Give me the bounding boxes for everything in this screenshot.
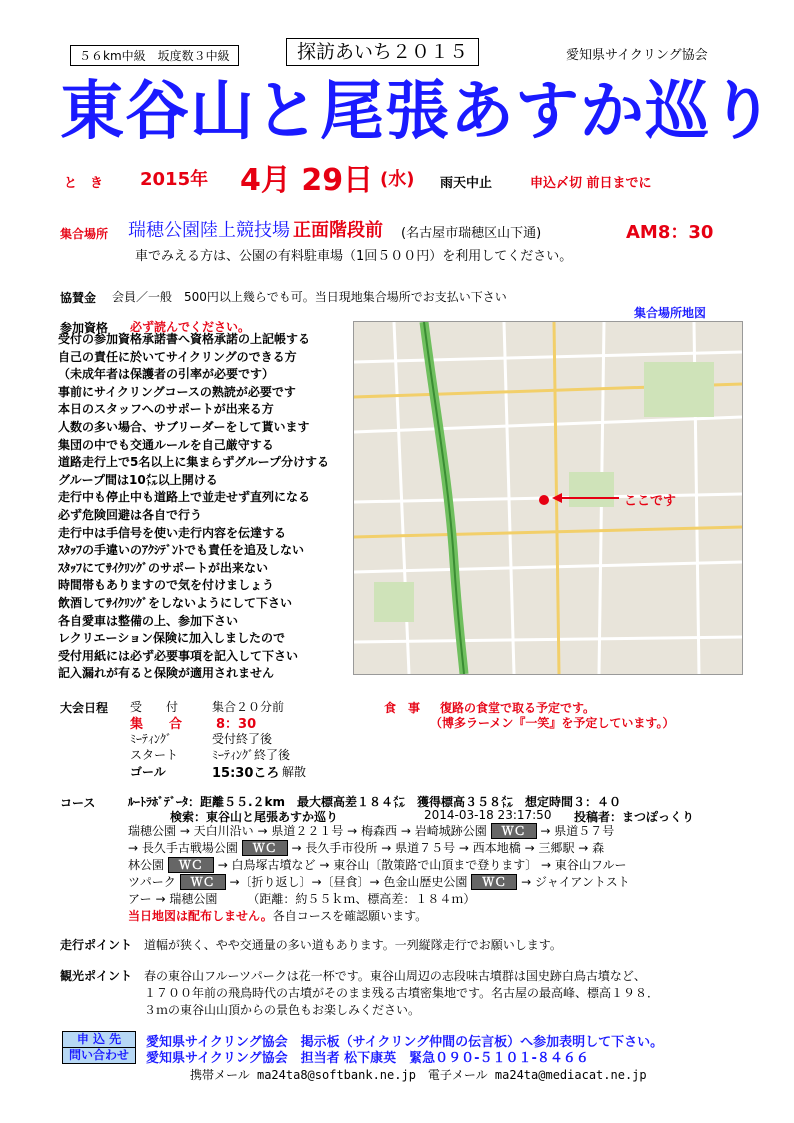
schedule-meeting: ﾐｰﾃｨﾝｸﾞ [130, 732, 173, 746]
contact-emails: 携帯メール ma24ta8@softbank.ne.jp 電子メール ma24ta@mediacat.ne.jp [190, 1068, 647, 1082]
date-weekday: (水) [380, 169, 415, 190]
deadline-note: 申込〆切 前日までに [530, 176, 652, 191]
conditions-item: 受付の参加資格承諾書へ資格承諾の上記帳する [58, 332, 311, 346]
event-title: 東谷山と尾張あすか巡り [60, 75, 775, 149]
conditions-item: 事前にサイクリングコースの熟読が必要です [58, 384, 296, 399]
conditions-item: 本日のスタッフへのサポートが出来る方 [58, 402, 274, 417]
series-title: 探訪あいち２０１５ [286, 38, 479, 66]
course-note-line [128, 908, 630, 925]
food-line2: （博多ラーメン『一笑』を予定しています。） [430, 716, 675, 730]
course-text: → ジャイアントスト [521, 875, 630, 889]
date-label: と き [64, 176, 104, 191]
course-text: 林公園 [128, 858, 165, 872]
meeting-address: (名古屋市瑞穂区山下通) [401, 226, 542, 241]
apply-label: 申 込 先 [62, 1031, 136, 1047]
course-note-red: 当日地図は配布しません。 [128, 909, 273, 923]
food-label: 食 事 [384, 701, 421, 715]
schedule-goal: ゴール [130, 765, 166, 779]
schedule-reception: 受 付 [130, 700, 179, 714]
course-note: 各自コースを確認願います。 [272, 909, 428, 923]
schedule-start: スタート [130, 748, 179, 762]
meeting-time: AM8：30 [626, 222, 714, 243]
conditions-item: グループ間は10㍍以上開ける [58, 472, 218, 487]
course-timestamp: 2014-03-18 23:17:50 [424, 808, 552, 822]
rain-note: 雨天中止 [440, 176, 493, 191]
conditions-item: 集団の中でも交通ルールを自己厳守する [58, 437, 274, 452]
date-month-day: 4月 29日 [240, 163, 374, 198]
conditions-item: 各自愛車は整備の上、参加下さい [58, 613, 239, 628]
food-line1: 復路の食堂で取る予定です。 [440, 701, 596, 715]
conditions-item: 受付用紙には必ず必要事項を記入して下さい [58, 648, 299, 663]
conditions-item: （未成年者は保護者の引率が必要です） [58, 367, 275, 382]
org-name: 愛知県サイクリング協会 [566, 48, 708, 63]
conditions-item: 走行中は手信号を使い走行内容を伝達する [58, 525, 287, 540]
course-search: 検索：東谷山と尾張あすか巡り [170, 810, 339, 824]
meeting-map [353, 321, 743, 675]
course-text: 瑞穂公園 → 天白川沿い → 県道２２１号 → 梅森西 → 岩崎城跡公園 [128, 824, 487, 838]
course-line-2 [128, 840, 630, 857]
course-line-4 [128, 874, 630, 891]
inquiry-label: 問い合わせ [62, 1047, 136, 1064]
parking-note: 車でみえる方は、公園の有料駐車場（1回５００円）を利用してください。 [135, 249, 573, 264]
conditions-item: 飲酒してｻｲｸﾘﾝｸﾞをしないようにして下さい [58, 595, 293, 610]
conditions-list [58, 331, 329, 683]
course-line-3 [128, 857, 630, 874]
wc-badge: ＷＣ [491, 823, 537, 839]
sightseeing-label: 観光ポイント [60, 969, 133, 983]
riding-point-label: 走行ポイント [60, 938, 133, 952]
conditions-must-read: 必ず読んでください。 [130, 320, 251, 334]
course-text: → 長久手市役所 → 県道７５号 → 西本地橋 → 三郷駅 → 森 [291, 841, 605, 855]
map-here-label: ここです [624, 494, 677, 509]
conditions-item: ｽﾀｯﾌにてｻｲｸﾘﾝｸﾞのサポートが出来ない [58, 560, 269, 575]
course-label: コース [60, 796, 96, 810]
sightseeing-line2: １７００年前の飛鳥時代の古墳がそのまま残る古墳密集地です。名古屋の最高峰、標高１９８． [144, 986, 660, 1000]
wc-badge: ＷＣ [242, 840, 288, 856]
sponsor-label: 協賛金 [60, 291, 97, 305]
conditions-item: 道路走行上で5名以上に集まらずグループ分けする [58, 455, 330, 470]
conditions-item: ｽﾀｯﾌの手違いのｱｸｼﾃﾞﾝﾄでも責任を追及しない [58, 543, 305, 558]
inquiry-text: 愛知県サイクリング協会 担当者 松下康英 緊急０９０-５１０１-８４６６ [146, 1051, 589, 1066]
map-title: 集合場所地図 [634, 306, 707, 320]
conditions-item: 自己の責任に於いてサイクリングのできる方 [58, 349, 297, 364]
conditions-label: 参加資格 [60, 321, 109, 335]
wc-badge: ＷＣ [168, 857, 214, 873]
course-route [128, 823, 630, 925]
conditions-item: 必ず危険回避は各自で行う [58, 507, 203, 522]
course-route-data: ﾙｰﾄﾗﾎﾞﾃﾞｰﾀ：距離５５.２km 最大標高差１８４㍍ 獲得標高３５８㍍ 想定時間３：４０ [128, 795, 622, 809]
schedule-gather: 集 合 [130, 717, 183, 732]
sightseeing-line1: 春の東谷山フルーツパークは花一杯です。東谷山周辺の志段味古墳群は国史跡白鳥古墳など、 [144, 969, 646, 983]
schedule-goal-time: 15:30ころ [212, 766, 280, 781]
schedule-start-note: ﾐｰﾃｨﾝｸﾞ終了後 [212, 748, 291, 762]
course-text: →〔折り返し〕→〔昼食〕→ 色金山歴史公園 [229, 875, 468, 889]
date-year: 2015年 [140, 169, 209, 190]
course-text: → 白鳥塚古墳など → 東谷山〔散策路で山頂まで登ります〕 → 東谷山フルー [217, 858, 627, 872]
course-line-1 [128, 823, 630, 840]
sponsor-text: 会員／一般 500円以上幾らでも可。当日現地集合場所でお支払い下さい [112, 290, 507, 304]
course-text: ツパーク [128, 875, 176, 889]
conditions-item: 人数の多い場合、サブリーダーをして貰います [58, 419, 310, 434]
schedule-reception-time: 集合２０分前 [212, 700, 285, 714]
course-text: → 県道５７号 [540, 824, 615, 838]
schedule-gather-time: 8：30 [216, 717, 257, 732]
wc-badge: ＷＣ [471, 874, 517, 890]
meeting-place-sub: 正面階段前 [293, 220, 383, 241]
sightseeing-line3: ３ｍの東谷山山頂からの景色もお楽しみください。 [144, 1003, 421, 1017]
conditions-item: 走行中も停止中も道路上で並走せず直列になる [58, 490, 311, 505]
conditions-item: レクリエーション保険に加入しましたので [58, 631, 286, 646]
course-text: → 長久手古戦場公園 [128, 841, 238, 855]
meeting-label: 集合場所 [60, 227, 109, 241]
course-line-5: アー → 瑞穂公園 （距離：約５５ｋｍ、標高差：１８４ｍ） [128, 892, 476, 906]
riding-point-text: 道幅が狭く、やや交通量の多い道もあります。一列縦隊走行でお願いします。 [144, 938, 562, 952]
wc-badge: ＷＣ [180, 874, 226, 890]
schedule-goal-note: 解散 [282, 765, 307, 779]
level-badge: ５６km中級 坂度数３中級 [70, 45, 239, 66]
apply-text: 愛知県サイクリング協会 掲示板（サイクリング仲間の伝言板）へ参加表明して下さい。 [146, 1035, 664, 1050]
map-graphic [354, 322, 742, 674]
conditions-item: 時間帯もありますので気を付けましょう [58, 578, 275, 593]
schedule-label: 大会日程 [60, 701, 109, 715]
meeting-place: 瑞穂公園陸上競技場 [128, 220, 290, 241]
schedule-meeting-note: 受付終了後 [212, 732, 273, 746]
course-poster: 投稿者：まつぽっくり [574, 810, 695, 824]
conditions-item: 記入漏れが有ると保険が適用されません [58, 666, 275, 681]
